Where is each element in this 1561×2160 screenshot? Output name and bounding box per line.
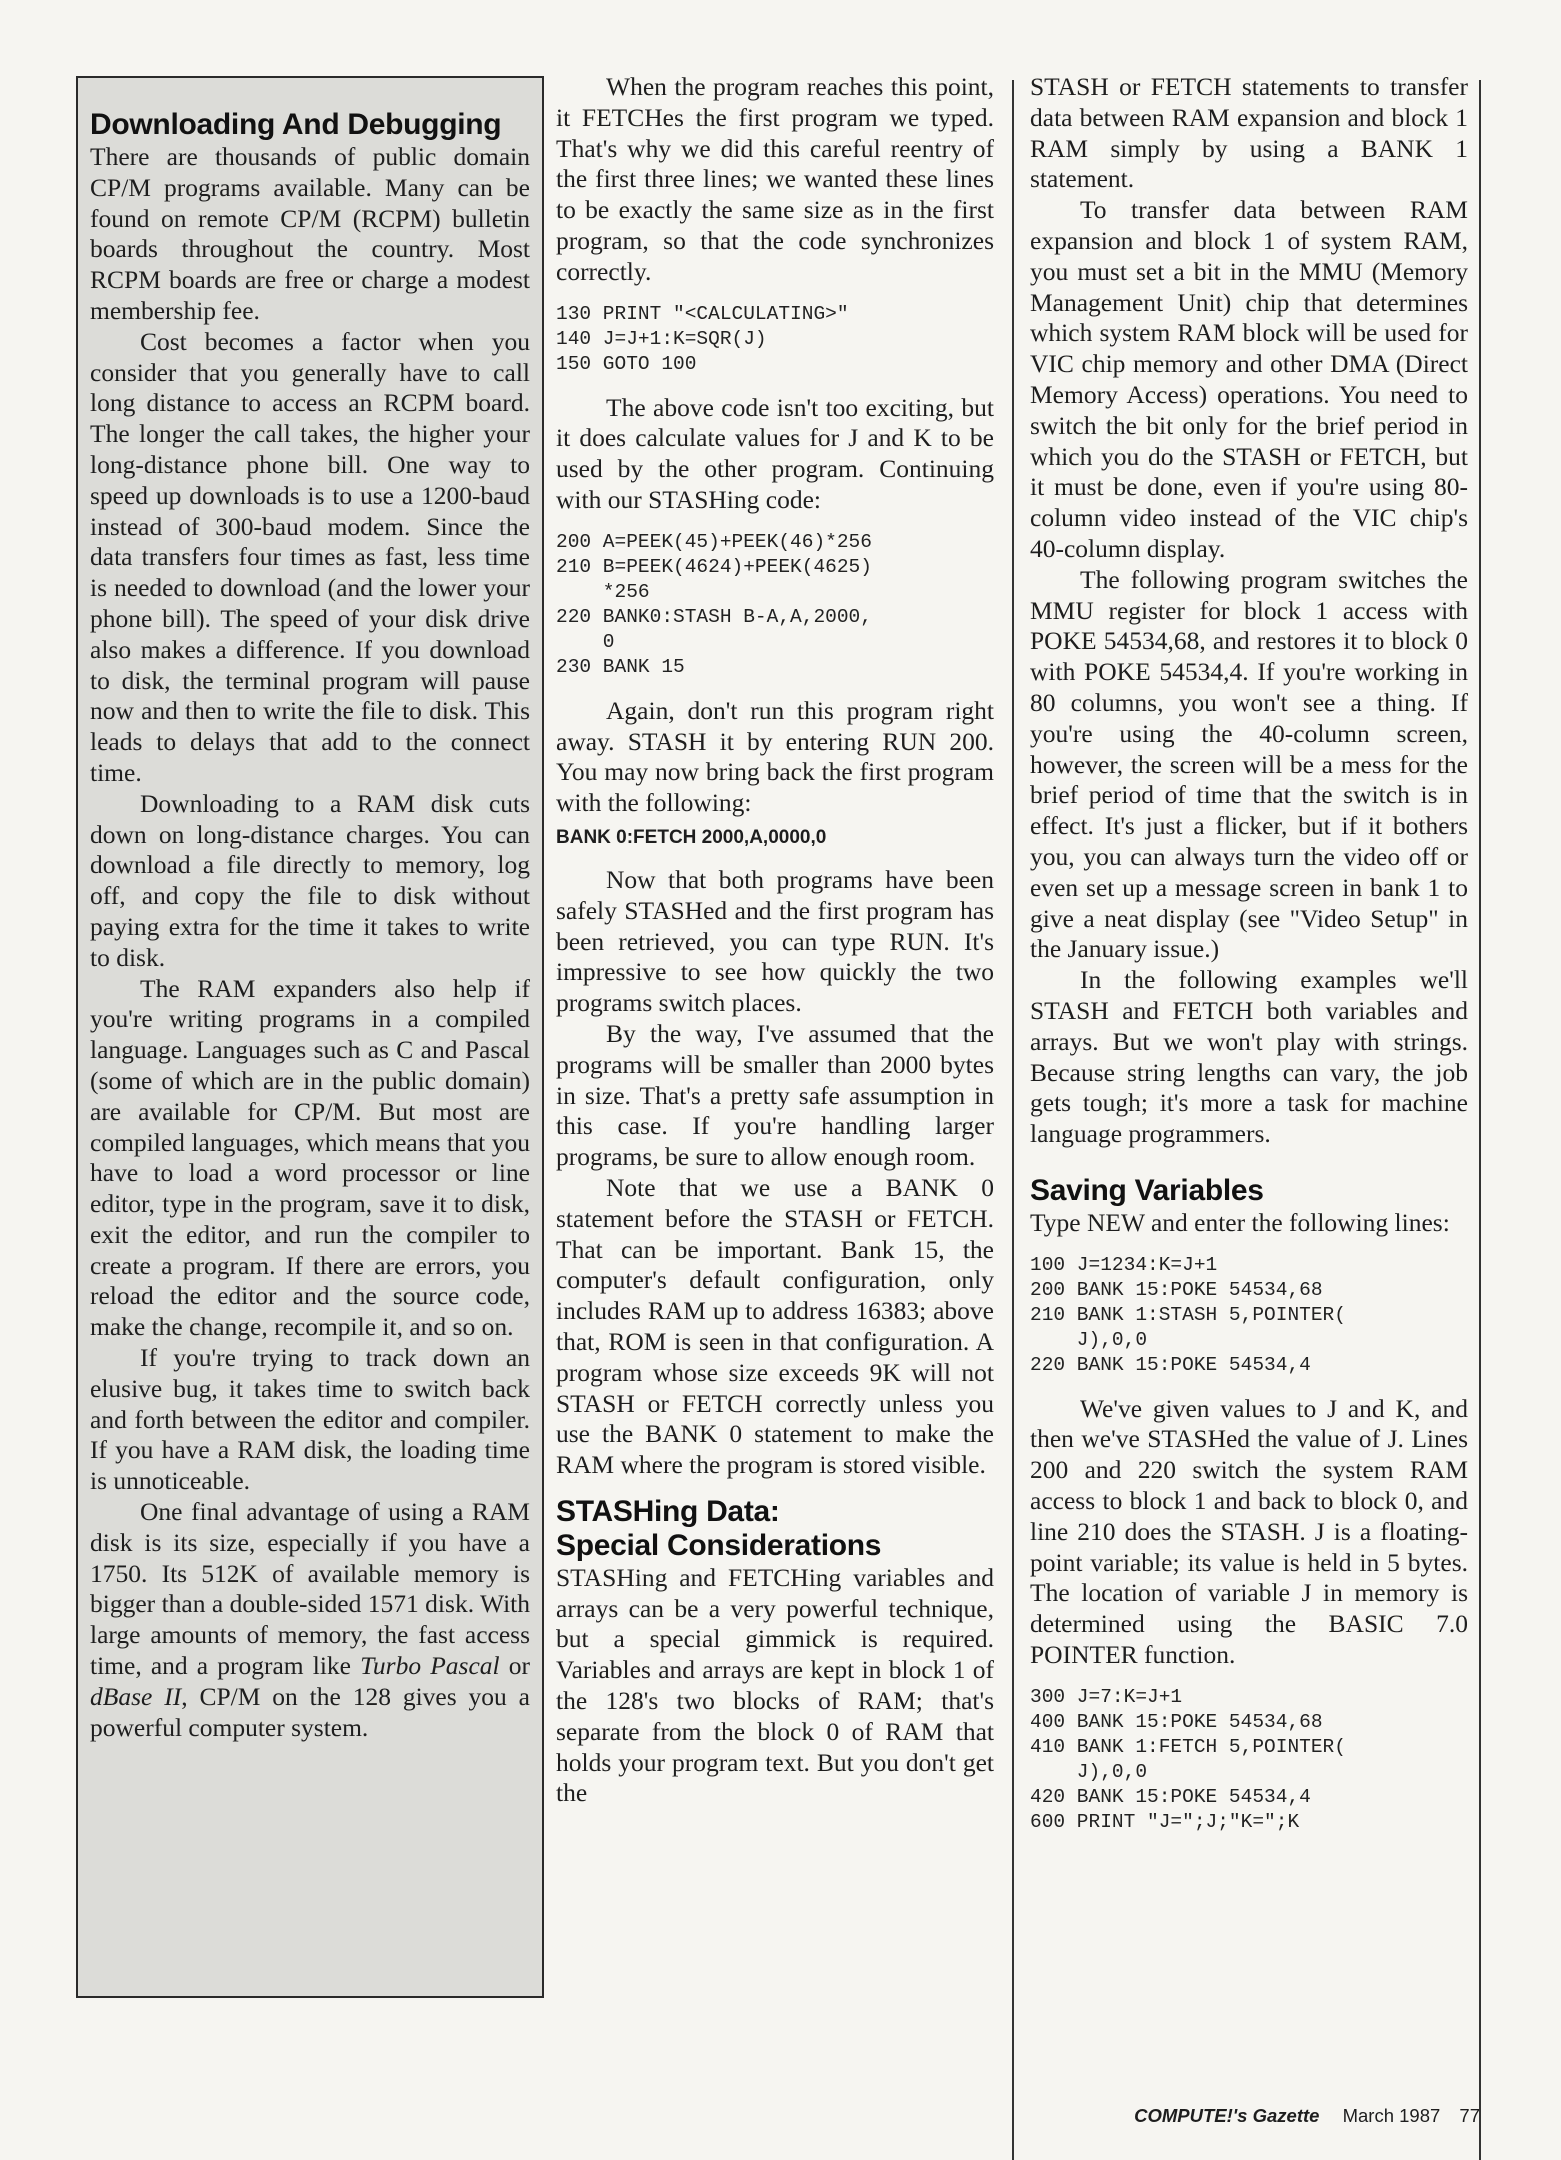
paragraph: To transfer data between RAM expansion and block 1 of system RAM, you must set a bit in the MMU (Memory Management Unit) chip that determines which system RAM block will be used for VIC chip memory and other DMA (Direct Memory Access) operations. You need to switch the bit only for the brief period in which you do the STASH or FETCH, but it must be done, even if you're using 80-column video instead of the VIC chip's 40-column display.: [1030, 195, 1468, 563]
magazine-name: COMPUTE!'s Gazette: [1134, 2105, 1320, 2126]
text-run: or: [499, 1651, 530, 1681]
paragraph: We've given values to J and K, and then we've STASHed the value of J. Lines 200 and 220 switch the system RAM access to block 1 and back to block 0, and line 210 does the STASH. J is a floating-point variable; its value is held in 5 bytes. The location of variable J in memory is determined using the BASIC 7.0 POINTER function.: [1030, 1393, 1468, 1670]
code-listing: 300 J=7:K=J+1 400 BANK 15:POKE 54534,68 410 BANK 1:FETCH 5,POINTER( J),0,0 420 BANK 15:POKE 54534,4 600 PRINT "J=";J;"K=";K: [1030, 1685, 1346, 1833]
paragraph: The following program switches the MMU register for block 1 access with POKE 54534,68, and restores it to block 0 with POKE 54534,4. If you're working in 80 columns, you won't see a thing. If you're using the 40-column screen, however, the screen will be a mess for the brief period of time that the switch is in effect. It's just a flicker, but if it bothers you, you can always turn the video off or even set up a message screen in bank 1 to give a neat display (see "Video Setup" in the January issue.): [1030, 564, 1468, 964]
sidebar-heading: Downloading And Debugging: [90, 108, 502, 141]
page-number: 77: [1459, 2105, 1480, 2126]
column-rule: [1479, 80, 1481, 2160]
paragraph: If you're trying to track down an elusive bug, it takes time to switch back and forth between the editor and compiler. If you have a RAM disk, the loading time is unnoticeable.: [90, 1343, 530, 1496]
paragraph: The RAM expanders also help if you're writing programs in a compiled language. Languages such as C and Pascal (some of which are in the public domain) are available for CP/M. But most are compiled languages, which means that you have to load a word processor or line editor, type in the program, save it to disk, exit the editor, and run the compiler to create a program. If there are errors, you reload the editor and the source code, make the change, recompile it, and so on.: [90, 973, 530, 1342]
page-footer: [1000, 2105, 1480, 2127]
section-subheading: Special Considerations: [556, 1528, 882, 1562]
paragraph: Note that we use a BANK 0 statement before the STASH or FETCH. That can be important. Bank 15, the computer's default configuration, only includes RAM up to address 16383; above that, ROM is seen in that configuration. A program whose size exceeds 9K will not STASH or FETCH correctly unless you use the BANK 0 statement to make the RAM where the program is stored visible.: [556, 1172, 994, 1480]
paragraph: Type NEW and enter the following lines:: [1030, 1207, 1450, 1237]
text-run: , CP/M on the 128 gives you a powerful computer system.: [90, 1681, 530, 1742]
italic-title: Turbo Pascal: [360, 1651, 500, 1681]
column-rule: [1012, 80, 1014, 2160]
paragraph: By the way, I've assumed that the programs will be smaller than 2000 bytes in size. That's a pretty safe assumption in this case. If you're handling larger programs, be sure to allow enough room.: [556, 1018, 994, 1172]
section-heading: Saving Variables: [1030, 1173, 1264, 1207]
paragraph: [90, 1497, 530, 1743]
paragraph: When the program reaches this point, it FETCHes the first program we typed. That's why we did this careful reentry of the first three lines; we wanted these lines to be exactly the same size as in the first program, so that the code synchronizes correctly.: [556, 72, 994, 286]
text-run: One final advantage of using a RAM disk is its size, especially if you have a 1750. Its 512K of available memory is bigger than a double-sided 1571 disk. With large amounts of memory, the fast access time, and a program like: [90, 1497, 530, 1681]
code-listing: 200 A=PEEK(45)+PEEK(46)*256 210 B=PEEK(4624)+PEEK(4625) *256 220 BANK0:STASH B-A,A,2000, 0 230 BANK 15: [556, 530, 872, 678]
paragraph: There are thousands of public domain CP/M programs available. Many can be found on remote CP/M (RCPM) bulletin boards throughout the country. Most RCPM boards are free or charge a modest membership fee.: [90, 142, 530, 325]
paragraph: Downloading to a RAM disk cuts down on long-distance charges. You can download a file directly to memory, log off, and copy the file to disk without paying extra for the time it takes to write to disk.: [90, 788, 530, 972]
paragraph: Again, don't run this program right away. STASH it by entering RUN 200. You may now bring back the first program with the following:: [556, 695, 994, 818]
article-column-3: [1030, 72, 1468, 1851]
command-line: BANK 0:FETCH 2000,A,0000,0: [556, 826, 827, 848]
section-heading: STASHing Data:: [556, 1494, 780, 1528]
paragraph: The above code isn't too exciting, but it does calculate values for J and K to be used by the other program. Continuing with our STASHing code:: [556, 392, 994, 514]
article-column-2: [556, 72, 994, 1809]
issue-date: March 1987: [1342, 2105, 1441, 2126]
paragraph: STASHing and FETCHing variables and arrays can be a very powerful technique, but a special gimmick is required. Variables and arrays are kept in block 1 of the 128's two blocks of RAM; that's separate from the block 0 of RAM that holds your program text. But you don't get the: [556, 1562, 994, 1808]
paragraph: Cost becomes a factor when you consider that you generally have to call long distance to access an RCPM board. The longer the call takes, the higher your long-distance phone bill. One way to speed up downloads is to use a 1200-baud instead of 300-baud modem. Since the data transfers four times as fast, less time is needed to download (and the lower your phone bill). The speed of your disk drive also makes a difference. If you download to disk, the terminal program will pause now and then to write the file to disk. This leads to delays that add to the connect time.: [90, 326, 530, 787]
paragraph: STASH or FETCH statements to transfer data between RAM expansion and block 1 RAM simply by using a BANK 1 statement.: [1030, 72, 1468, 194]
sidebar-box: [76, 76, 544, 1998]
italic-title: dBase II: [90, 1681, 182, 1711]
code-listing: 100 J=1234:K=J+1 200 BANK 15:POKE 54534,68 210 BANK 1:STASH 5,POINTER( J),0,0 220 BANK 15:POKE 54534,4: [1030, 1253, 1346, 1376]
code-listing: 130 PRINT "<CALCULATING>" 140 J=J+1:K=SQR(J) 150 GOTO 100: [556, 302, 849, 375]
paragraph: Now that both programs have been safely STASHed and the first program has been retrieved, you can type RUN. It's impressive to see how quickly the two programs switch places.: [556, 864, 994, 1018]
paragraph: In the following examples we'll STASH and FETCH both variables and arrays. But we won't play with strings. Because string lengths can vary, the job gets tough; it's more a task for machine language programmers.: [1030, 965, 1468, 1149]
